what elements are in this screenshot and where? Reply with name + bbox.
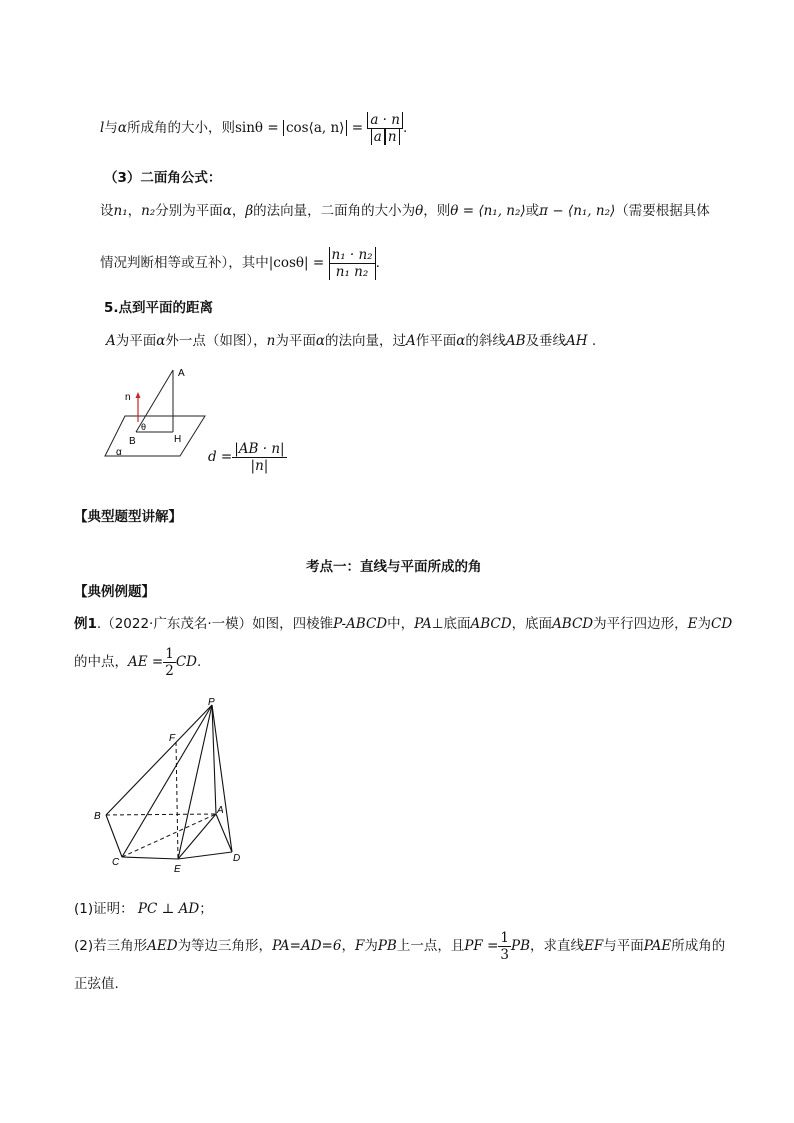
label-H: H (174, 434, 182, 445)
label-theta: θ (141, 422, 147, 432)
question-2-line-2: 正弦值. (74, 976, 119, 992)
edge-BC (106, 815, 122, 857)
text: 所成角的大小，则 (126, 120, 235, 136)
edge-BA-hidden (106, 814, 216, 815)
normal-arrowhead (136, 392, 141, 398)
point-plane-figure (100, 362, 220, 462)
segment-FE-hidden (176, 742, 178, 859)
text: 与 (104, 120, 118, 136)
distance-formula: d = $\frac{|AB \cdot n|}{|n|}$ (208, 440, 285, 474)
cos-expression: cos⟨a, n⟩ (283, 120, 347, 136)
section-5-title: 5.点到平面的距离 (104, 300, 214, 316)
example-heading: 【典例例题】 (74, 584, 155, 600)
dihedral-line-1: 设n₁，n₂分别为平面α，β的法向量，二面角的大小为θ，则θ = ⟨n₁, n₂⟩或π − ⟨n₁, n₂⟩（需要根据具体 (100, 203, 710, 219)
question-1: (1)证明： PC ⊥ AD； (74, 901, 213, 917)
label-alpha: α (116, 447, 122, 458)
edge-PE (178, 705, 212, 859)
label-F: F (169, 733, 176, 744)
section-3-title: （3）二面角公式： (104, 170, 222, 186)
edge-PB (106, 705, 212, 815)
dihedral-line-2: 情况判断相等或互补），其中|cosθ| = $\frac{\text{n₁ · n₂}}{\text{n₁ n₂}}$ . (100, 246, 380, 280)
example-1-line-1: 例1.（2022·广东茂名·一模）如图，四棱锥P-ABCD中，PA⊥底面ABCD，底面ABCD为平行四边形，E为CD (74, 616, 733, 632)
label-n: n (125, 392, 131, 403)
label-E: E (174, 864, 181, 875)
label-A: A (178, 368, 185, 379)
label-A: A (217, 805, 224, 816)
edge-ED (178, 852, 232, 859)
frac-numerator: a · n (367, 112, 403, 129)
angle-line-plane-formula: l与α所成角的大小，则sinθ = cos⟨a, n⟩ = $\frac{a \cdot n}{\text{a n}}$ . (100, 111, 408, 145)
question-2-line-1: (2)若三角形AED为等边三角形，PA=AD=6，F为PB上一点，且PF = $\frac{1}{3}$ PB，求直线EF与平面PAE所成角的 (74, 929, 726, 963)
alpha-symbol: α (117, 120, 127, 136)
pyramid-figure (90, 695, 260, 880)
example-1-line-2: 的中点，AE = $\frac{1}{2}$ CD. (74, 645, 202, 679)
label-P: P (208, 697, 215, 708)
dihedral-fraction: $\frac{\text{n₁ · n₂}}{\text{n₁ n₂}}$ (329, 247, 376, 280)
edge-CA-hidden (122, 814, 216, 857)
typical-heading: 【典型题型讲解】 (74, 509, 182, 525)
edge-AE (178, 814, 216, 859)
distance-description: A为平面α外一点（如图），n为平面α的法向量，过A作平面α的斜线AB及垂线AH . (106, 333, 597, 349)
cos-fraction (367, 112, 403, 145)
label-B: B (129, 436, 136, 447)
edge-CE (122, 857, 178, 859)
label-B: B (94, 811, 101, 822)
line-symbol: l (100, 120, 105, 136)
sin-theta: sinθ (234, 120, 264, 136)
topic-1-title: 考点一：直线与平面所成的角 (306, 559, 482, 575)
label-D: D (233, 853, 241, 864)
label-C: C (112, 857, 120, 868)
frac-denominator: a n (367, 129, 403, 145)
